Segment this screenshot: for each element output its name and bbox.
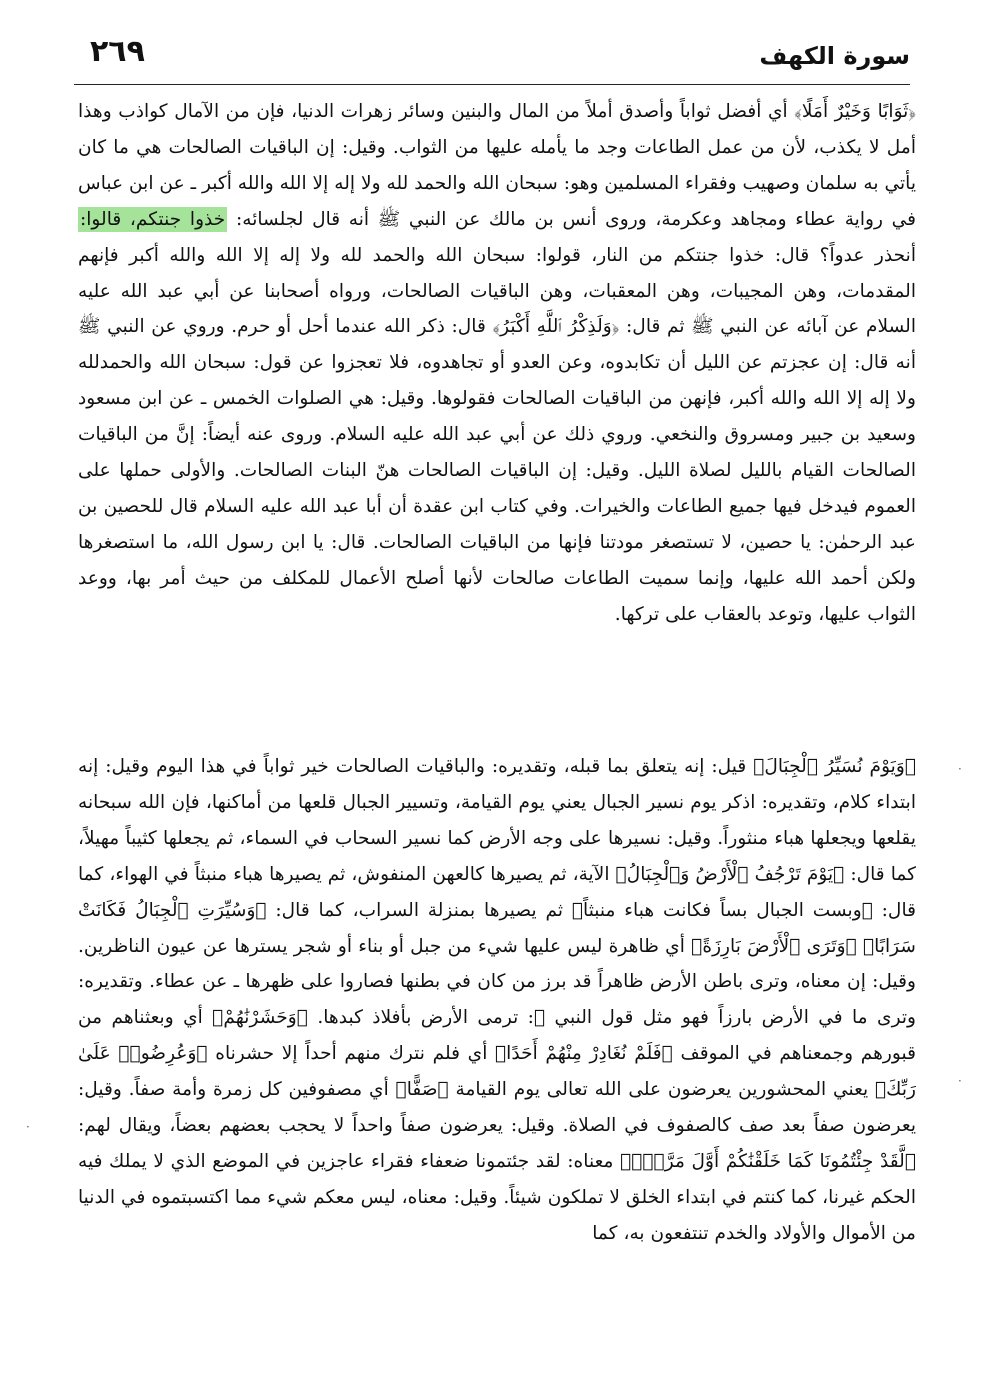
- page-header: [74, 32, 910, 85]
- paragraph-1: [78, 94, 916, 741]
- margin-mark: ·: [958, 762, 962, 776]
- paragraph-1-text-after: أنحذر عدواً؟ قال: خذوا جنتكم من النار، قولوا: سبحان الله والحمد لله ولا إله إلا الله والله أكبر فإنهم المقدمات، وهن المجيبات، وهن المعقبات، وهن الباقيات الصالحات، ورواه أصحابنا عن أبي عبد الله عليه السلام عن آبائه عن النبي ﷺ ثم قال: ﴿وَلَذِكْرُ ٱللَّهِ أَكْبَرُ﴾ قال: ذكر الله عندما أحل أو حرم. وروي عن النبي ﷺ أنه قال: إن عجزتم عن الليل أن تكابدوه، وعن العدو أو تجاهدوه، فلا تعجزوا عن قول: سبحان الله والحمدلله ولا إله إلا الله والله أكبر، فإنهن من الباقيات الصالحات فقولوها. وقيل: هي الصلوات الخمس ـ عن ابن مسعود وسعيد بن جبير ومسروق والنخعي. وروي ذلك عن أبي عبد الله عليه السلام. وروى عنه أيضاً: إنَّ من الباقيات الصالحات القيام بالليل لصلاة الليل. وقيل: إن الباقيات الصالحات هنّ البنات الصالحات. والأولى حملها على العموم فيدخل فيها جميع الطاعات والخيرات. وفي كتاب ابن عقدة أن أبا عبد الله عليه السلام قال للحصين بن عبد الرحمٰن: يا حصين، لا تستصغر مودتنا فإنها من الباقيات الصالحات. قال: يا ابن رسول الله، ما استصغرها ولكن أحمد الله عليها، وإنما سميت الطاعات صالحات لأنها أصلح الأعمال للمكلف من حيث أمر بها، ووعد الثواب عليها، وتوعد بالعقاب على تركها.: [78, 244, 916, 625]
- paragraph-2: ﴿وَيَوْمَ نُسَيِّرُ ٱلْجِبَالَ﴾ قيل: إنه يتعلق بما قبله، وتقديره: والباقيات الصالحات خير ثواباً في هذا اليوم وقيل: إنه ابتداء كلام، وتقديره: اذكر يوم نسير الجبال يعني يوم القيامة، وتسيير الجبال قلعها من أماكنها، فإن الله سبحانه يقلعها ويجعلها هباء منثوراً. وقيل: نسيرها على وجه الأرض كما نسير السحاب في السماء، ثم يجعلها كثيباً مهيلاً، كما قال: ﴿يَوْمَ تَرْجُفُ ٱلْأَرْضُ وَٱلْجِبَالُ﴾ الآية، ثم يصيرها كالعهن المنفوش، ثم يصيرها هباء منبثاً في الهواء، كما قال: ﴿وبست الجبال بساً فكانت هباء منبثاً﴾ ثم يصيرها بمنزلة السراب، كما قال: ﴿وَسُيِّرَتِ ٱلْجِبَالُ فَكَانَتْ سَرَابًا﴾ ﴿وَتَرَى ٱلْأَرْضَ بَارِزَةً﴾ أي ظاهرة ليس عليها شيء من جبل أو بناء أو شجر يسترها عن عيون الناظرين. وقيل: إن معناه، وترى باطن الأرض ظاهراً قد برز من كان في بطنها فصاروا على ظهرها ـ عن عطاء. وتقديره: وترى ما في الأرض بارزاً فهو مثل قول النبي ﷺ: ترمى الأرض بأفلاذ كبدها. ﴿وَحَشَرْنَٰهُمْ﴾ أي وبعثناهم من قبورهم وجمعناهم في الموقف ﴿فَلَمْ نُغَادِرْ مِنْهُمْ أَحَدًا﴾ أي فلم نترك منهم أحداً إلا حشرناه ﴿وَعُرِضُوا۟ عَلَىٰ رَبِّكَ﴾ يعني المحشورين يعرضون على الله تعالى يوم القيامة ﴿صَفًّا﴾ أي مصفوفين كل زمرة وأمة صفاً. وقيل: يعرضون صفاً بعد صف كالصفوف في الصلاة. وقيل: يعرضون صفاً واحداً لا يحجب بعضهم بعضاً، ويقال لهم: ﴿لَّقَدْ جِئْتُمُونَا كَمَا خَلَقْنَٰكُمْ أَوَّلَ مَرَّةٍۭ﴾ معناه: لقد جئتمونا ضعفاء فقراء عاجزين في الموضع الذي لا يملك فيه الحكم غيرنا، كما كنتم في ابتداء الخلق لا تملكون شيئاً. وقيل: معناه، ليس معكم شيء مما اكتسبتموه في الدنيا من الأموال والأولاد والخدم تنتفعون به، كما: [78, 756, 916, 1244]
- margin-mark: ·: [958, 1074, 962, 1088]
- highlighted-phrase[interactable]: خذوا جنتكم، قالوا:: [80, 208, 226, 230]
- commentary-text: [78, 94, 916, 1379]
- margin-mark: ·: [26, 1120, 30, 1134]
- page-number: ٢٦٩: [90, 34, 145, 69]
- surah-title: سورة الكهف: [759, 42, 910, 70]
- paragraph-1-text-before: ﴿ثَوَابًا وَخَيْرٌ أَمَلًا﴾ أي أفضل ثواباً وأصدق أملاً من المال والبنين وسائر زهرات الدنيا، فإن من الآمال كواذب وهذا أمل لا يكذب، لأن من عمل الطاعات وجد ما يأمله عليها من الثواب. وقيل: إن الباقيات الصالحات هي ما كان يأتي به سلمان وصهيب وفقراء المسلمين وهو: سبحان الله والحمد لله ولا إله إلا الله والله أكبر ـ عن ابن عباس في رواية عطاء ومجاهد وعكرمة، وروى أنس بن مالك عن النبي ﷺ أنه قال لجلسائه:: [78, 101, 916, 230]
